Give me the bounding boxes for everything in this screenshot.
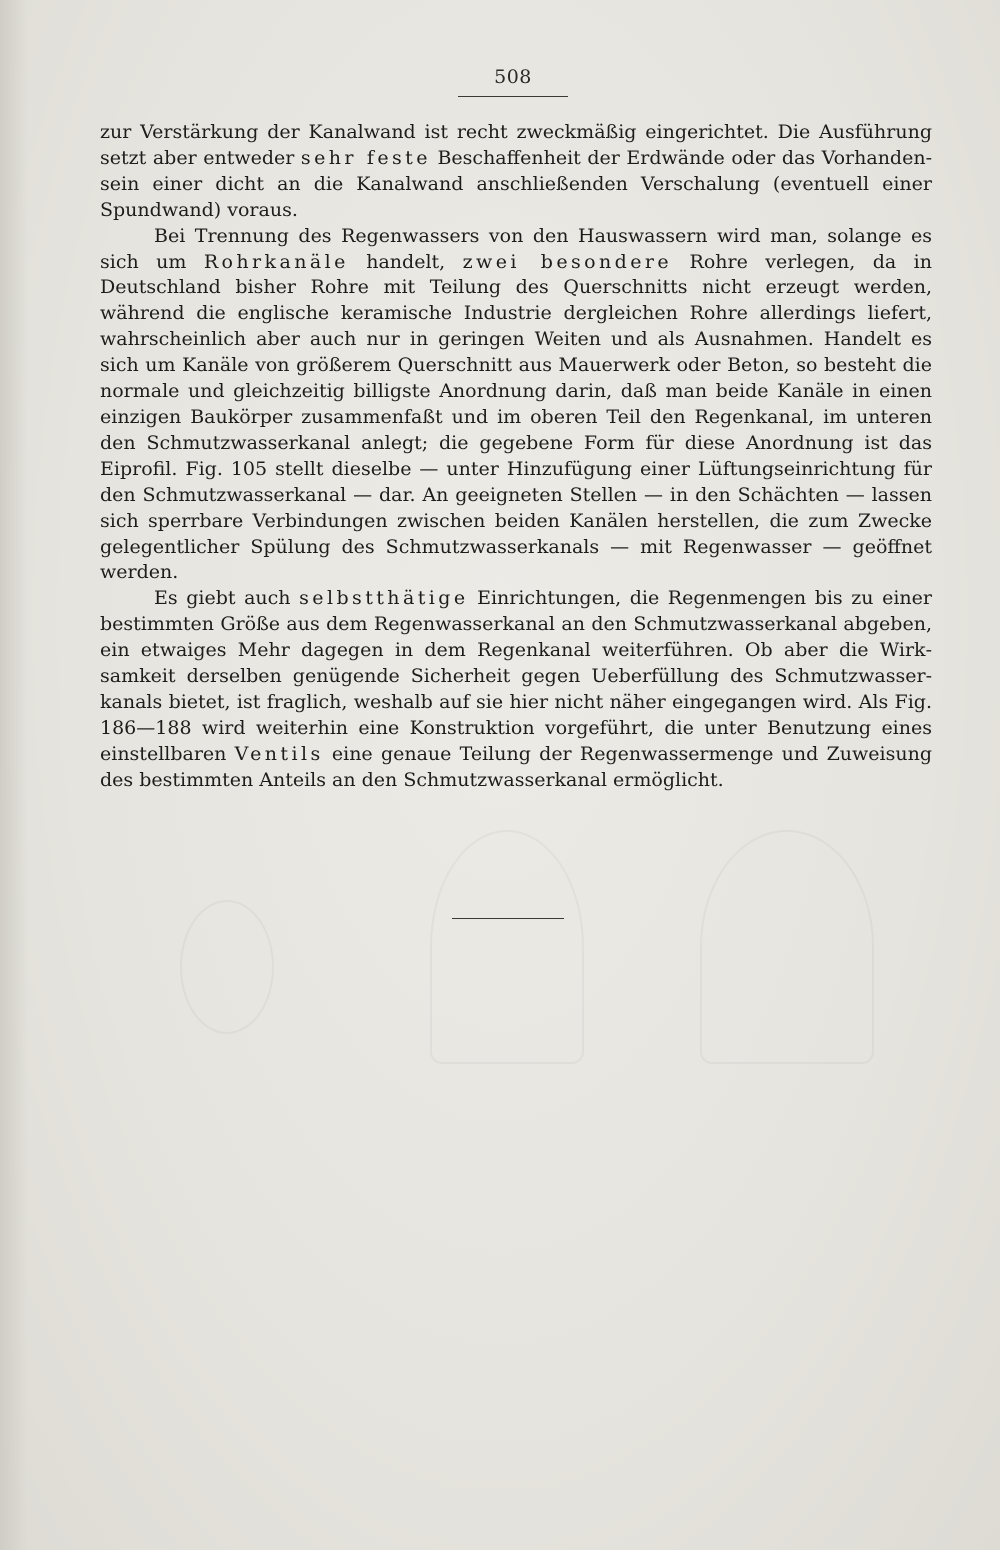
text-segment: Rohre verlegen, da in Deutschland bisher Rohre mit Teilung des Querschnitts nicht erzeugt werden, während die englische keramische Industrie dergleichen Rohre allerdings liefert, wahrscheinlich aber auch nur in geringen Weiten und als Ausnahmen. Handelt es sich um Kanäle von größerem Querschnitt aus Mauerwerk oder Beton, so besteht die normale und gleichzeitig billigste Anordnung darin, daß man beide Kanäle in einen einzigen Baukörper zusammenfaßt und im oberen Teil den Regenkanal, im unteren den Schmutzwasserkanal anlegt; die gegebene Form für diese Anordnung ist das Eiprofil. Fig. 105 stellt dieselbe — unter Hinzufügung einer Lüftungseinrichtung für den Schmutzwasserkanal — dar. An geeigneten Stellen — in den Schächten — lassen sich sperrbare Verbindungen zwischen beiden Kanälen herstellen, die zum Zwecke gelegentlicher Spülung des Schmutzwasserkanals — mit Regenwasser — geöffnet werden. <box>100 250 932 584</box>
body-text <box>100 120 932 794</box>
paragraph-2 <box>100 224 932 587</box>
paragraph-3 <box>100 586 932 793</box>
page-number-rule <box>458 96 568 97</box>
text-segment: zur Verstärkung der Kanalwand ist recht zweckmäßig eingerichtet. Die Ausführung setzt aber entweder <box>100 121 932 169</box>
spaced-emphasis: Rohrkanäle <box>203 250 349 273</box>
bleed-through-shape-right <box>700 830 874 1064</box>
end-rule <box>452 918 564 919</box>
text-segment: eine genaue Teilung der Regenwassermenge und Zuweisung des bestimmten Anteils an den Schmutzwasserkanal ermöglicht. <box>100 742 932 791</box>
text-segment: Es giebt auch <box>154 587 300 610</box>
spaced-emphasis: Ventils <box>234 742 324 765</box>
text-segment: handelt, <box>348 250 463 273</box>
spaced-emphasis: selbstthätige <box>299 587 469 610</box>
page-edge-shadow <box>0 0 28 1550</box>
text-segment: Einrichtungen, die Regenmengen bis zu einer bestimmten Größe aus dem Regenwasserkanal an den Schmutzwasserkanal abgeben, ein etwaiges Mehr dagegen in dem Regenkanal weiterführen. Ob aber die Wirksamkeit derselben genügende Sicherheit gegen Ueberfüllung des Schmutzwasserkanals bietet, ist fraglich, weshalb auf sie hier nicht näher eingegangen wird. Als Fig. 186—188 wird weiterhin eine Konstruktion vorgeführt, die unter Benutzung eines einstellbaren <box>100 587 932 765</box>
page-number: 508 <box>494 66 532 88</box>
text-segment: Bei Trennung des Regenwassers von den Hauswassern wird man, solange es sich um <box>100 224 932 273</box>
spaced-emphasis: zwei besondere <box>462 250 673 273</box>
bleed-through-shape-small <box>180 900 274 1034</box>
text-segment: Beschaffenheit der Erdwände oder das Vorhandensein einer dicht an die Kanalwand anschließenden Verschalung (eventuell einer Spundwand) voraus. <box>100 146 933 221</box>
bleed-through-shape-left <box>430 830 584 1064</box>
spaced-emphasis: sehr feste <box>300 146 431 169</box>
paragraph-1 <box>100 120 932 224</box>
